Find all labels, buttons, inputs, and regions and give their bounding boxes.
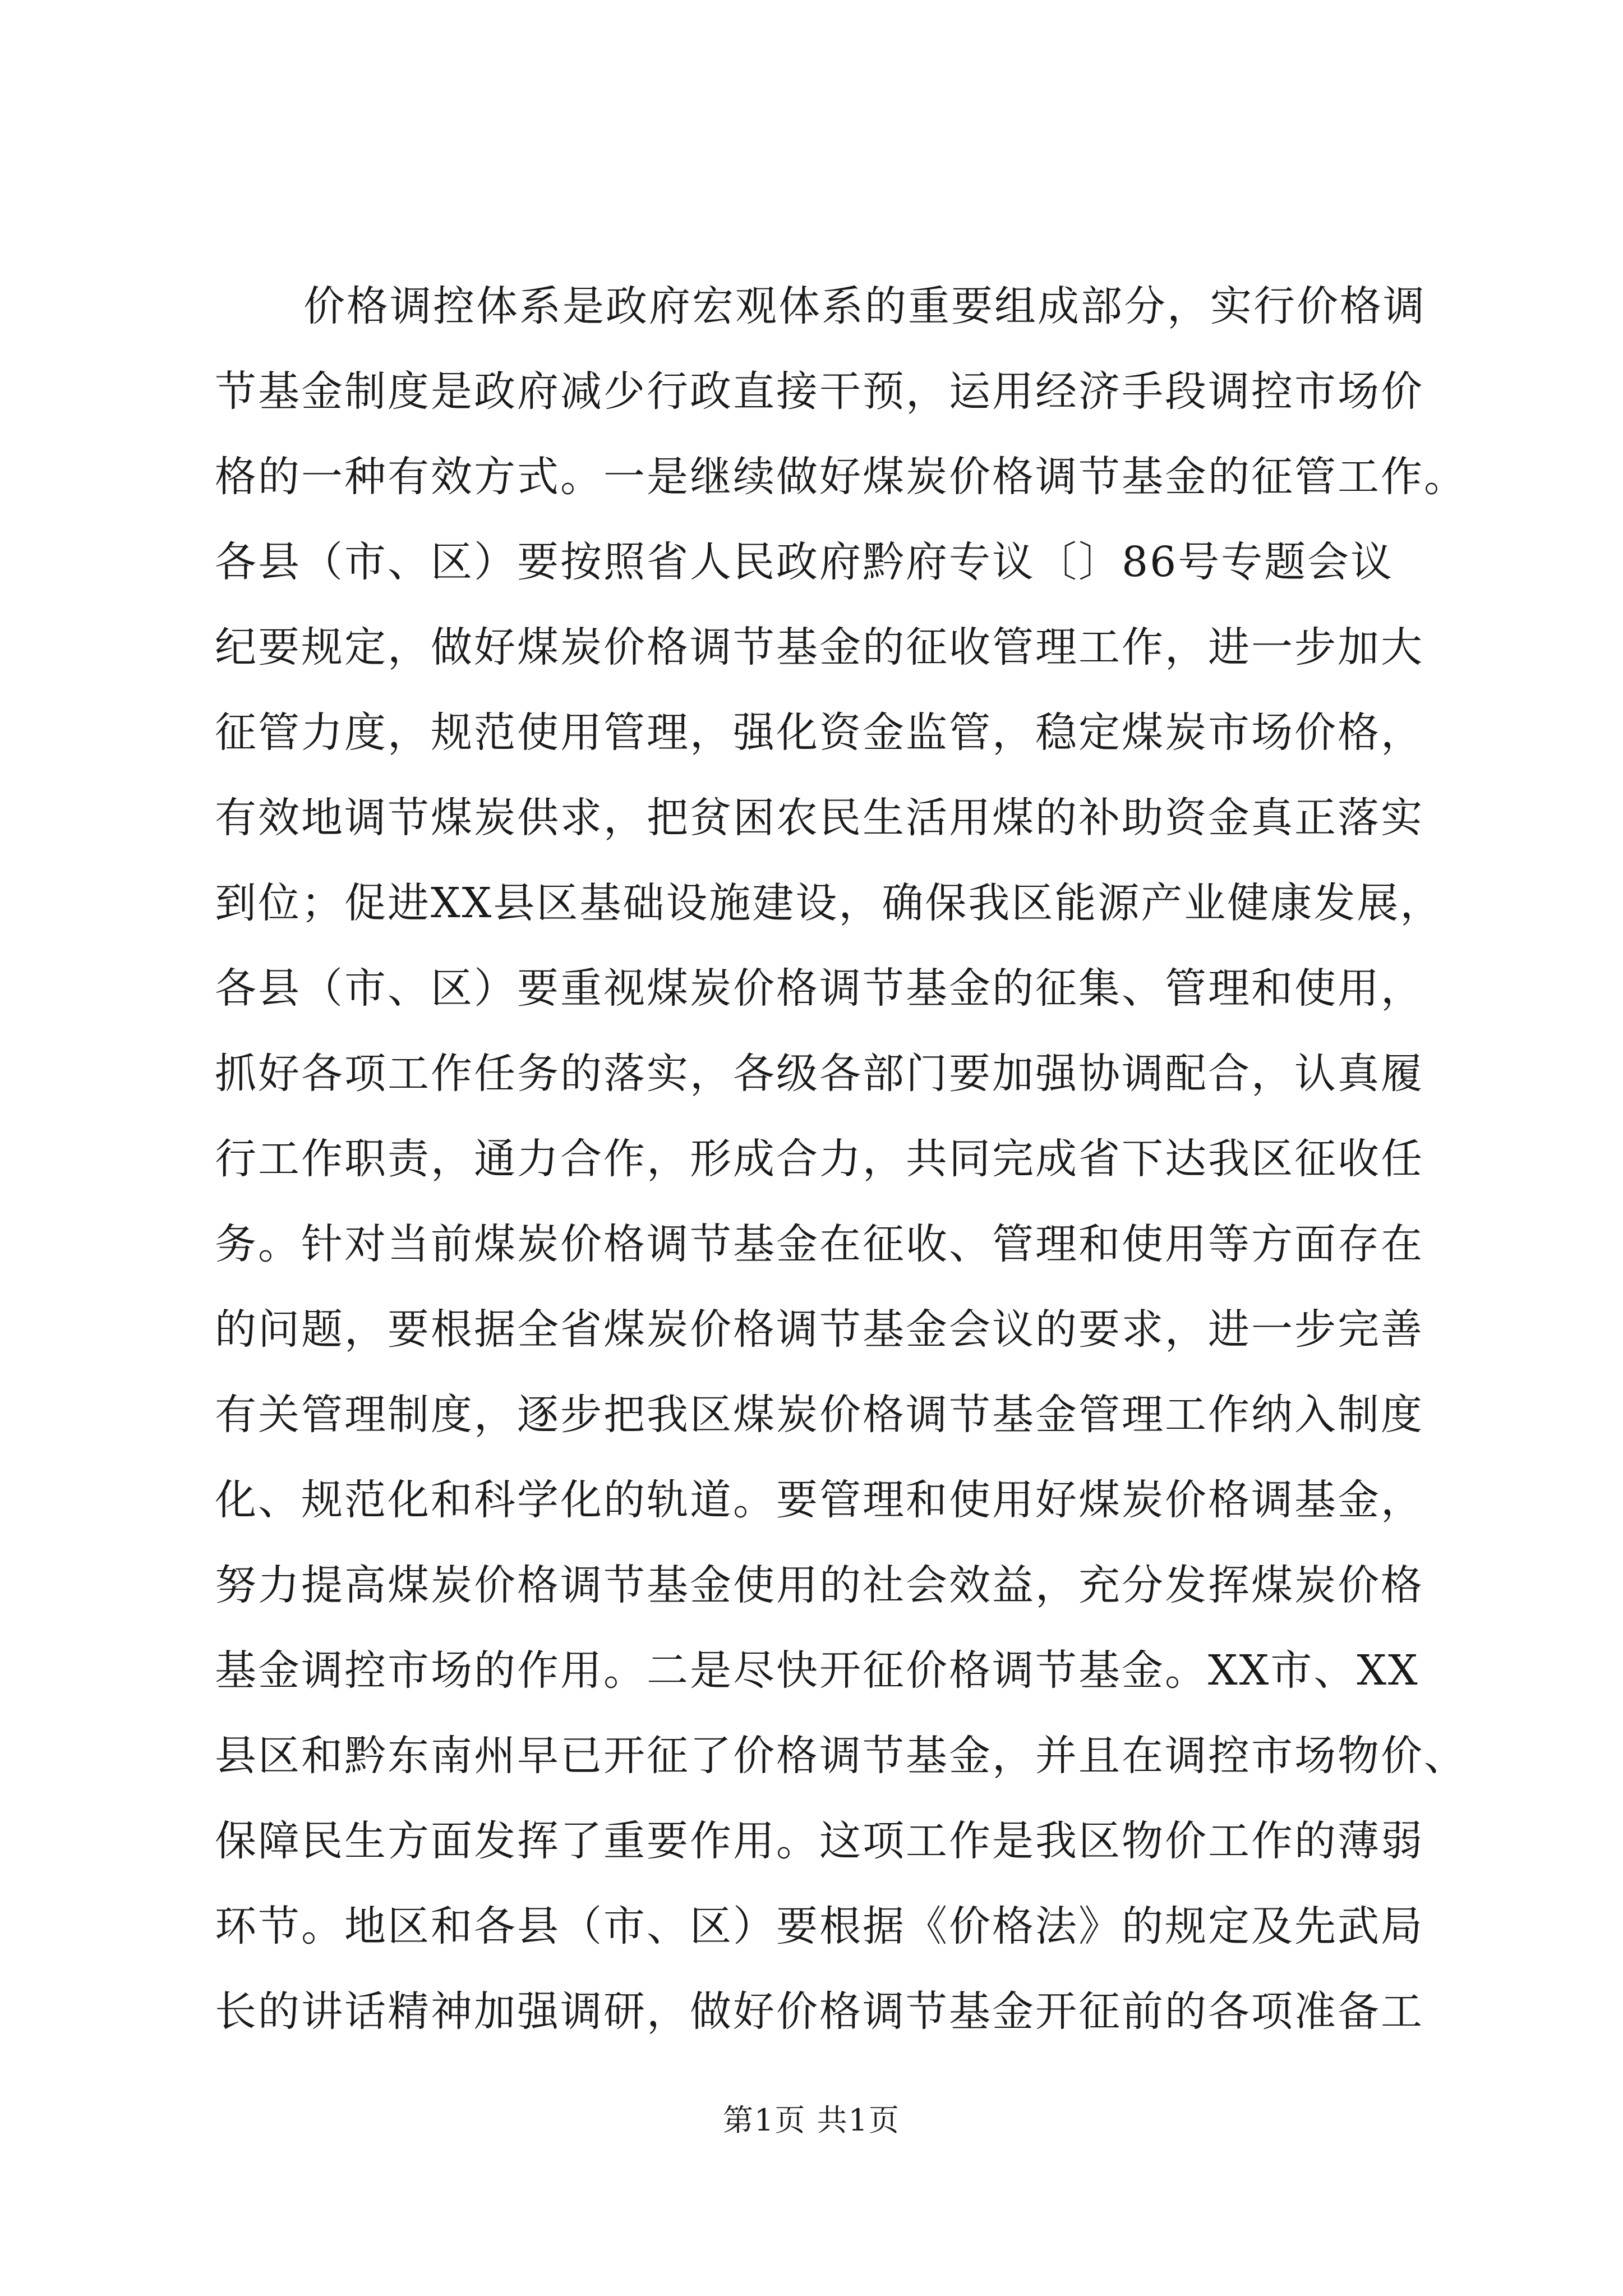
text-line: 县区和黔东南州早已开征了价格调节基金，并且在调控市场物价、 — [215, 1732, 1467, 1780]
text-line: 有关管理制度，逐步把我区煤炭价格调节基金管理工作纳入制度 — [215, 1391, 1424, 1439]
text-line: 到位；促进XX县区基础设施建设，确保我区能源产业健康发展， — [215, 879, 1444, 927]
text-line: 各县（市、区）要重视煤炭价格调节基金的征集、管理和使用， — [215, 964, 1424, 1013]
text-line: 抓好各项工作任务的落实，各级各部门要加强协调配合，认真履 — [215, 1050, 1424, 1098]
text-line: 的问题，要根据全省煤炭价格调节基金会议的要求，进一步完善 — [215, 1305, 1424, 1354]
text-line: 纪要规定，做好煤炭价格调节基金的征收管理工作，进一步加大 — [215, 623, 1424, 671]
text-line: 化、规范化和科学化的轨道。要管理和使用好煤炭价格调基金， — [215, 1476, 1424, 1524]
text-line: 基金调控市场的作用。二是尽快开征价格调节基金。XX市、XX — [215, 1646, 1419, 1695]
text-line: 征管力度，规范使用管理，强化资金监管，稳定煤炭市场价格， — [215, 708, 1424, 757]
page-number-label: 第1页 共1页 — [723, 2102, 900, 2138]
page-footer — [0, 2101, 1623, 2140]
text-line: 保障民生方面发挥了重要作用。这项工作是我区物价工作的薄弱 — [215, 1817, 1424, 1865]
text-line: 行工作职责，通力合作，形成合力，共同完成省下达我区征收任 — [215, 1135, 1424, 1183]
text-line: 价格调控体系是政府宏观体系的重要组成部分，实行价格调 — [303, 282, 1426, 330]
text-line: 各县（市、区）要按照省人民政府黔府专议〔〕86号专题会议 — [215, 538, 1394, 586]
text-line: 务。针对当前煤炭价格调节基金在征收、管理和使用等方面存在 — [215, 1220, 1424, 1268]
body-paragraph — [215, 264, 1477, 2054]
text-line: 有效地调节煤炭供求，把贫困农民生活用煤的补助资金真正落实 — [215, 794, 1424, 842]
text-line: 努力提高煤炭价格调节基金使用的社会效益，充分发挥煤炭价格 — [215, 1561, 1424, 1609]
text-line: 环节。地区和各县（市、区）要根据《价格法》的规定及先武局 — [215, 1902, 1424, 1950]
text-line: 长的讲话精神加强调研，做好价格调节基金开征前的各项准备工 — [215, 1987, 1424, 2036]
text-line: 节基金制度是政府减少行政直接干预，运用经济手段调控市场价 — [215, 367, 1424, 416]
text-line: 格的一种有效方式。一是继续做好煤炭价格调节基金的征管工作。 — [215, 453, 1467, 501]
